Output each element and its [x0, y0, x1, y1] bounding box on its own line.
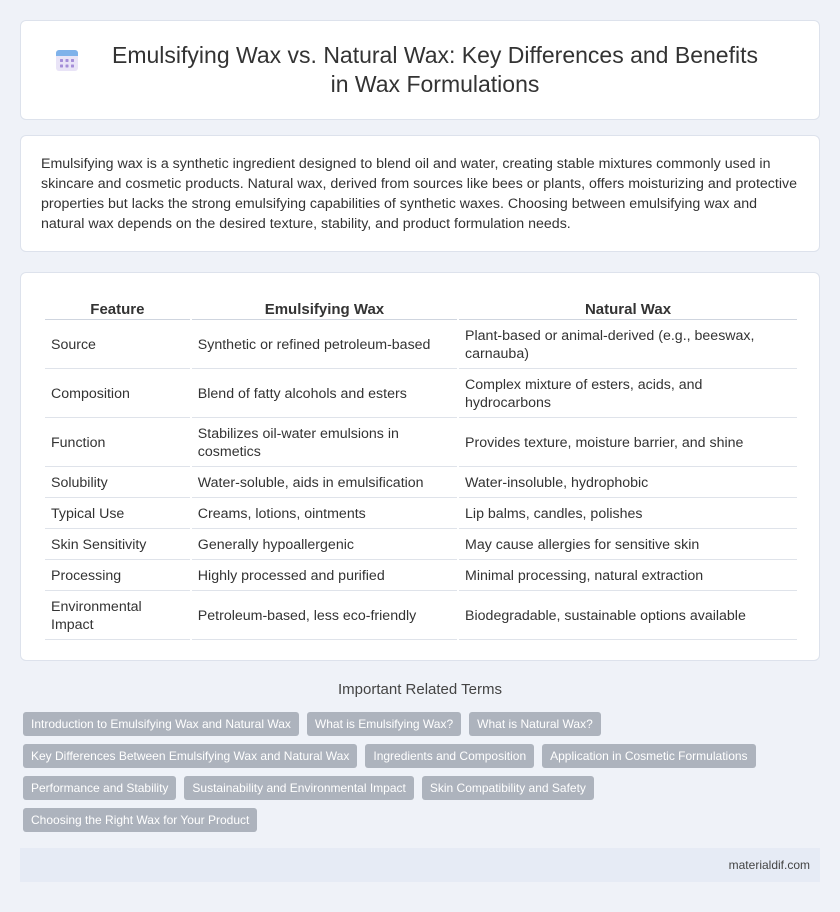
emulsifying-cell: Synthetic or refined petroleum-based: [192, 322, 457, 369]
feature-cell: Solubility: [45, 469, 190, 498]
related-terms-list: [23, 712, 823, 840]
footer-site-link[interactable]: materialdif.com: [728, 858, 810, 872]
header-natural-wax: Natural Wax: [459, 299, 797, 320]
natural-cell: Complex mixture of esters, acids, and hydrocarbons: [459, 371, 797, 418]
table-row: [45, 593, 797, 640]
emulsifying-cell: Highly processed and purified: [192, 562, 457, 591]
table-row: [45, 420, 797, 467]
related-term-tag[interactable]: Key Differences Between Emulsifying Wax and Natural Wax: [23, 744, 357, 768]
table-row: [45, 531, 797, 560]
feature-cell: Typical Use: [45, 500, 190, 529]
emulsifying-cell: Generally hypoallergenic: [192, 531, 457, 560]
natural-cell: Lip balms, candles, polishes: [459, 500, 797, 529]
related-term-tag[interactable]: Skin Compatibility and Safety: [422, 776, 594, 800]
related-term-tag[interactable]: Sustainability and Environmental Impact: [184, 776, 413, 800]
intro-paragraph: Emulsifying wax is a synthetic ingredient designed to blend oil and water, creating stable mixtures commonly used in skincare and cosmetic products. Natural wax, derived from sources like bees or plants, offers moisturizing and protective properties but lacks the strong emulsifying capabilities of synthetic waxes. Choosing between emulsifying wax and natural wax depends on the desired texture, stability, and product formulation needs.: [41, 156, 797, 232]
intro-card: [20, 135, 820, 252]
related-term-tag[interactable]: Choosing the Right Wax for Your Product: [23, 808, 257, 832]
feature-cell: Environmental Impact: [45, 593, 190, 640]
table-header-row: [45, 299, 797, 320]
emulsifying-cell: Creams, lotions, ointments: [192, 500, 457, 529]
emulsifying-cell: Stabilizes oil-water emulsions in cosmetics: [192, 420, 457, 467]
natural-cell: Minimal processing, natural extraction: [459, 562, 797, 591]
natural-cell: Water-insoluble, hydrophobic: [459, 469, 797, 498]
emulsifying-cell: Petroleum-based, less eco-friendly: [192, 593, 457, 640]
natural-cell: Biodegradable, sustainable options available: [459, 593, 797, 640]
table-row: [45, 469, 797, 498]
related-term-tag[interactable]: What is Emulsifying Wax?: [307, 712, 461, 736]
feature-cell: Source: [45, 322, 190, 369]
related-term-tag[interactable]: Ingredients and Composition: [365, 744, 534, 768]
natural-cell: Plant-based or animal-derived (e.g., beeswax, carnauba): [459, 322, 797, 369]
table-row: [45, 371, 797, 418]
feature-cell: Function: [45, 420, 190, 467]
comparison-table: [43, 297, 799, 642]
feature-cell: Skin Sensitivity: [45, 531, 190, 560]
natural-cell: May cause allergies for sensitive skin: [459, 531, 797, 560]
natural-cell: Provides texture, moisture barrier, and shine: [459, 420, 797, 467]
related-term-tag[interactable]: Application in Cosmetic Formulations: [542, 744, 755, 768]
footer: [20, 848, 820, 882]
related-term-tag[interactable]: What is Natural Wax?: [469, 712, 601, 736]
feature-cell: Processing: [45, 562, 190, 591]
table-row: [45, 562, 797, 591]
related-term-tag[interactable]: Performance and Stability: [23, 776, 176, 800]
header-feature: Feature: [45, 299, 190, 320]
emulsifying-cell: Blend of fatty alcohols and esters: [192, 371, 457, 418]
emulsifying-cell: Water-soluble, aids in emulsification: [192, 469, 457, 498]
table-row: [45, 322, 797, 369]
related-terms-title: Important Related Terms: [338, 681, 502, 698]
header-emulsifying-wax: Emulsifying Wax: [192, 299, 457, 320]
table-row: [45, 500, 797, 529]
page-title: Emulsifying Wax vs. Natural Wax: Key Differences and Benefits in Wax Formulations: [112, 42, 758, 97]
related-term-tag[interactable]: Introduction to Emulsifying Wax and Natural Wax: [23, 712, 299, 736]
comparison-card: [20, 272, 820, 661]
feature-cell: Composition: [45, 371, 190, 418]
header-card: [20, 20, 820, 120]
